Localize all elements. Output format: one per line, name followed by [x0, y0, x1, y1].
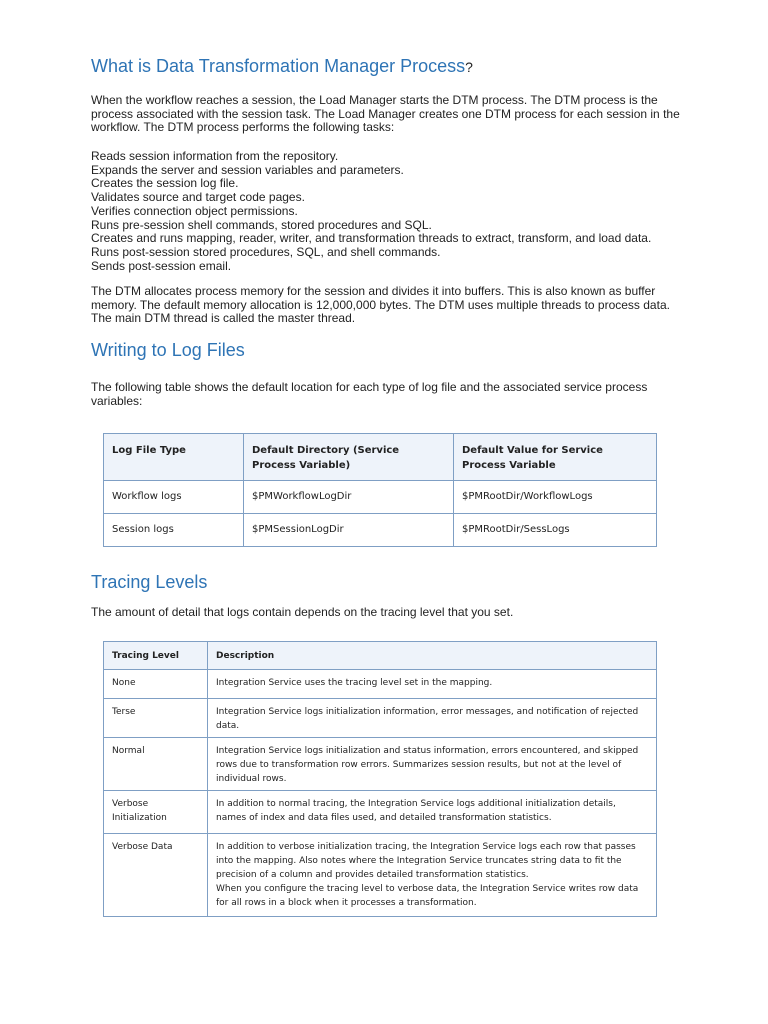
task-item: Sends post-session email. [91, 258, 232, 273]
table-row [104, 481, 657, 514]
table-row [104, 738, 657, 791]
dtm-memory-paragraph: The DTM allocates process memory for the session and divides it into buffers. This is also known as buffer memory. The default memory allocation is 12,000,000 bytes. The DTM uses multiple threads to process data. The main DTM thread is called the master thread. [91, 284, 670, 326]
table-cell: $PMWorkflowLogDir [244, 481, 454, 514]
heading-dtm-process [91, 56, 473, 77]
table-cell [208, 834, 657, 917]
heading-writing-log-files: Writing to Log Files [91, 340, 245, 360]
table-cell: $PMRootDir/SessLogs [454, 514, 657, 547]
log-file-table [103, 433, 657, 547]
task-item: Validates source and target code pages. [91, 190, 305, 205]
table-header-row [104, 434, 657, 481]
table-row [104, 791, 657, 834]
task-item: Runs post-session stored procedures, SQL, and shell commands. [91, 244, 441, 259]
table-row [104, 834, 657, 917]
verbose-data-note: When you configure the tracing level to verbose data, the Integration Service writes row data for all rows in a block when it processes a transformation. [216, 884, 639, 908]
table-header-cell: Description [208, 642, 657, 670]
intro-paragraph: When the workflow reaches a session, the Load Manager starts the DTM process. The DTM process is the process associated with the session task. The Load Manager creates one DTM process for each session in the workflow. The DTM process performs the following tasks: [91, 93, 680, 135]
verbose-data-description: In addition to verbose initialization tracing, the Integration Service logs each row that passes into the mapping. Also notes where the Integration Service truncates string data to fit the precision of a column and provides detailed transformation statistics. [216, 842, 636, 880]
log-intro-paragraph: The following table shows the default location for each type of log file and the associated service process variables: [91, 380, 648, 408]
heading-question-mark: ? [465, 59, 473, 75]
task-item: Verifies connection object permissions. [91, 203, 298, 218]
table-cell: Normal [104, 738, 208, 791]
task-item: Runs pre-session shell commands, stored procedures and SQL. [91, 217, 432, 232]
table-row [104, 699, 657, 738]
table-header-cell: Default Directory (Service Process Variable) [244, 434, 454, 481]
table-cell: Verbose Data [104, 834, 208, 917]
table-cell: $PMSessionLogDir [244, 514, 454, 547]
table-cell: Integration Service logs initialization information, error messages, and notification of rejected data. [208, 699, 657, 738]
table-cell: Terse [104, 699, 208, 738]
tracing-level-table [103, 641, 657, 917]
table-cell: Integration Service uses the tracing level set in the mapping. [208, 670, 657, 699]
dtm-task-list [91, 150, 691, 273]
task-item: Creates the session log file. [91, 176, 239, 191]
trace-intro-paragraph: The amount of detail that logs contain depends on the tracing level that you set. [91, 605, 514, 619]
table-cell: Verbose Initialization [104, 791, 208, 834]
table-cell: Workflow logs [104, 481, 244, 514]
table-cell: Session logs [104, 514, 244, 547]
table-cell: None [104, 670, 208, 699]
table-cell: $PMRootDir/WorkflowLogs [454, 481, 657, 514]
table-cell: In addition to normal tracing, the Integration Service logs additional initialization details, names of index and data files used, and detailed transformation statistics. [208, 791, 657, 834]
task-item: Reads session information from the repository. [91, 149, 339, 163]
heading-dtm-process-text: What is Data Transformation Manager Process [91, 56, 466, 76]
table-header-row [104, 642, 657, 670]
table-header-cell: Tracing Level [104, 642, 208, 670]
table-row [104, 514, 657, 547]
table-header-cell: Default Value for Service Process Variable [454, 434, 657, 481]
heading-tracing-levels: Tracing Levels [91, 572, 208, 592]
table-cell: Integration Service logs initialization and status information, errors encountered, and skipped rows due to transformation row errors. Summarizes session results, but not at the level of individual rows. [208, 738, 657, 791]
table-header-cell: Log File Type [104, 434, 244, 481]
task-item: Expands the server and session variables and parameters. [91, 162, 404, 177]
table-row [104, 670, 657, 699]
task-item: Creates and runs mapping, reader, writer, and transformation threads to extract, transform, and load data. [91, 231, 652, 246]
